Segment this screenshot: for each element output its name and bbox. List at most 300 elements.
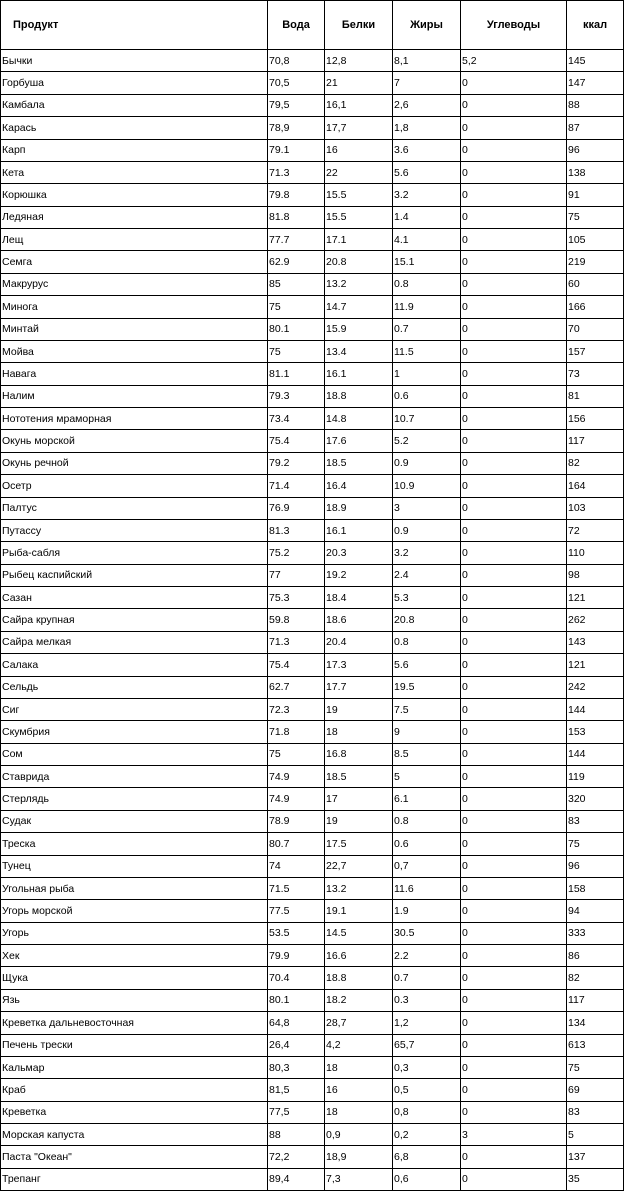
cell-product: Семга [1,251,268,273]
cell-protein: 16.1 [325,363,393,385]
cell-fat: 5.3 [393,587,461,609]
cell-fat: 6,8 [393,1146,461,1168]
cell-water: 53.5 [268,922,325,944]
cell-protein: 17.1 [325,229,393,251]
cell-product: Сом [1,743,268,765]
cell-product: Рыба-сабля [1,542,268,564]
cell-carbs: 0 [461,206,567,228]
cell-product: Минога [1,296,268,318]
cell-water: 80.7 [268,833,325,855]
cell-fat: 3.6 [393,139,461,161]
cell-fat: 4.1 [393,229,461,251]
cell-carbs: 0 [461,542,567,564]
cell-carbs: 0 [461,609,567,631]
cell-water: 77,5 [268,1101,325,1123]
table-row [1,94,624,116]
table-row [1,766,624,788]
cell-protein: 17.3 [325,654,393,676]
cell-protein: 20.3 [325,542,393,564]
cell-product: Сайра мелкая [1,631,268,653]
cell-protein: 18.6 [325,609,393,631]
cell-kcal: 137 [567,1146,624,1168]
cell-carbs: 0 [461,72,567,94]
cell-product: Минтай [1,318,268,340]
table-row [1,698,624,720]
cell-kcal: 333 [567,922,624,944]
cell-protein: 4,2 [325,1034,393,1056]
cell-water: 75 [268,340,325,362]
cell-carbs: 0 [461,161,567,183]
cell-carbs: 0 [461,922,567,944]
cell-product: Сайра крупная [1,609,268,631]
cell-carbs: 0 [461,788,567,810]
cell-water: 79.8 [268,184,325,206]
cell-protein: 14.8 [325,408,393,430]
table-row [1,1146,624,1168]
cell-fat: 7 [393,72,461,94]
cell-protein: 19 [325,810,393,832]
cell-fat: 0.6 [393,385,461,407]
cell-fat: 8.5 [393,743,461,765]
cell-water: 70.4 [268,967,325,989]
cell-carbs: 0 [461,363,567,385]
cell-product: Угольная рыба [1,877,268,899]
cell-water: 71.4 [268,475,325,497]
cell-fat: 0.8 [393,810,461,832]
cell-kcal: 158 [567,877,624,899]
cell-water: 81.1 [268,363,325,385]
cell-protein: 7,3 [325,1168,393,1190]
cell-protein: 21 [325,72,393,94]
cell-kcal: 117 [567,430,624,452]
cell-water: 77.7 [268,229,325,251]
cell-water: 74.9 [268,766,325,788]
cell-carbs: 0 [461,654,567,676]
cell-kcal: 98 [567,564,624,586]
cell-fat: 0,8 [393,1101,461,1123]
cell-fat: 11.9 [393,296,461,318]
cell-protein: 18 [325,1101,393,1123]
cell-product: Угорь [1,922,268,944]
table-row [1,1056,624,1078]
table-row [1,318,624,340]
table-row [1,1124,624,1146]
table-header-row [1,1,624,50]
table-row [1,363,624,385]
cell-water: 80,3 [268,1056,325,1078]
cell-fat: 15.1 [393,251,461,273]
cell-kcal: 83 [567,810,624,832]
cell-kcal: 153 [567,721,624,743]
table-row [1,631,624,653]
cell-kcal: 144 [567,743,624,765]
table-row [1,877,624,899]
cell-kcal: 144 [567,698,624,720]
cell-fat: 65,7 [393,1034,461,1056]
cell-water: 79,5 [268,94,325,116]
cell-kcal: 96 [567,855,624,877]
cell-kcal: 613 [567,1034,624,1056]
cell-protein: 20.8 [325,251,393,273]
cell-carbs: 0 [461,340,567,362]
cell-water: 74.9 [268,788,325,810]
cell-carbs: 0 [461,117,567,139]
cell-carbs: 0 [461,698,567,720]
cell-product: Сельдь [1,676,268,698]
cell-protein: 18 [325,721,393,743]
cell-protein: 20.4 [325,631,393,653]
cell-water: 71.5 [268,877,325,899]
header-kcal: ккал [567,1,624,50]
cell-water: 81.3 [268,519,325,541]
cell-water: 72.3 [268,698,325,720]
cell-carbs: 0 [461,1012,567,1034]
cell-kcal: 145 [567,50,624,72]
cell-kcal: 75 [567,1056,624,1078]
cell-carbs: 0 [461,1101,567,1123]
cell-carbs: 5,2 [461,50,567,72]
cell-carbs: 0 [461,408,567,430]
cell-product: Хек [1,945,268,967]
cell-water: 76.9 [268,497,325,519]
cell-water: 75.4 [268,430,325,452]
cell-kcal: 87 [567,117,624,139]
cell-fat: 5 [393,766,461,788]
cell-kcal: 164 [567,475,624,497]
table-row [1,452,624,474]
cell-kcal: 91 [567,184,624,206]
table-row [1,1012,624,1034]
table-row [1,251,624,273]
table-row [1,1101,624,1123]
cell-carbs: 0 [461,385,567,407]
cell-fat: 2.4 [393,564,461,586]
cell-protein: 16.8 [325,743,393,765]
cell-product: Язь [1,989,268,1011]
cell-kcal: 320 [567,788,624,810]
cell-carbs: 0 [461,676,567,698]
cell-protein: 17,7 [325,117,393,139]
cell-protein: 17.7 [325,676,393,698]
table-row [1,743,624,765]
cell-water: 79.3 [268,385,325,407]
cell-kcal: 117 [567,989,624,1011]
cell-carbs: 0 [461,855,567,877]
table-row [1,989,624,1011]
cell-protein: 18 [325,1056,393,1078]
cell-protein: 15.5 [325,206,393,228]
cell-carbs: 0 [461,251,567,273]
table-row [1,50,624,72]
cell-protein: 18.2 [325,989,393,1011]
cell-water: 78,9 [268,117,325,139]
cell-fat: 9 [393,721,461,743]
cell-water: 79.9 [268,945,325,967]
cell-protein: 18.5 [325,452,393,474]
cell-fat: 0.6 [393,833,461,855]
cell-kcal: 121 [567,587,624,609]
cell-water: 89,4 [268,1168,325,1190]
cell-fat: 8,1 [393,50,461,72]
cell-carbs: 0 [461,743,567,765]
table-row [1,609,624,631]
cell-kcal: 94 [567,900,624,922]
cell-fat: 3.2 [393,542,461,564]
cell-carbs: 0 [461,721,567,743]
cell-kcal: 103 [567,497,624,519]
cell-product: Окунь морской [1,430,268,452]
cell-fat: 11.5 [393,340,461,362]
cell-product: Мойва [1,340,268,362]
cell-product: Сиг [1,698,268,720]
cell-product: Кальмар [1,1056,268,1078]
cell-carbs: 0 [461,273,567,295]
cell-product: Нототения мраморная [1,408,268,430]
cell-carbs: 0 [461,497,567,519]
cell-kcal: 72 [567,519,624,541]
cell-carbs: 0 [461,810,567,832]
table-row [1,475,624,497]
cell-water: 70,8 [268,50,325,72]
table-row [1,1079,624,1101]
cell-protein: 13.2 [325,273,393,295]
cell-protein: 16.1 [325,519,393,541]
cell-water: 73.4 [268,408,325,430]
cell-fat: 1,8 [393,117,461,139]
cell-protein: 19.2 [325,564,393,586]
cell-carbs: 0 [461,631,567,653]
cell-protein: 15.9 [325,318,393,340]
cell-product: Ледяная [1,206,268,228]
cell-kcal: 121 [567,654,624,676]
cell-product: Скумбрия [1,721,268,743]
cell-carbs: 0 [461,318,567,340]
cell-kcal: 96 [567,139,624,161]
cell-fat: 0.8 [393,631,461,653]
cell-protein: 16 [325,139,393,161]
cell-kcal: 70 [567,318,624,340]
cell-carbs: 0 [461,564,567,586]
cell-carbs: 0 [461,766,567,788]
cell-kcal: 60 [567,273,624,295]
cell-carbs: 0 [461,1034,567,1056]
cell-product: Щука [1,967,268,989]
cell-water: 80.1 [268,318,325,340]
cell-product: Тунец [1,855,268,877]
table-row [1,72,624,94]
table-row [1,206,624,228]
cell-fat: 0,2 [393,1124,461,1146]
cell-kcal: 83 [567,1101,624,1123]
cell-kcal: 75 [567,833,624,855]
cell-product: Путассу [1,519,268,541]
cell-product: Печень трески [1,1034,268,1056]
cell-product: Салака [1,654,268,676]
cell-fat: 3.2 [393,184,461,206]
cell-carbs: 0 [461,452,567,474]
cell-product: Морская капуста [1,1124,268,1146]
cell-fat: 0,6 [393,1168,461,1190]
cell-fat: 19.5 [393,676,461,698]
cell-product: Окунь речной [1,452,268,474]
cell-protein: 17.5 [325,833,393,855]
header-carbs: Углеводы [461,1,567,50]
cell-kcal: 119 [567,766,624,788]
cell-water: 81,5 [268,1079,325,1101]
table-row [1,564,624,586]
cell-fat: 20.8 [393,609,461,631]
cell-kcal: 81 [567,385,624,407]
table-row [1,676,624,698]
cell-fat: 0.8 [393,273,461,295]
cell-product: Лещ [1,229,268,251]
cell-carbs: 0 [461,900,567,922]
cell-kcal: 75 [567,206,624,228]
cell-water: 64,8 [268,1012,325,1034]
cell-fat: 6.1 [393,788,461,810]
cell-water: 81.8 [268,206,325,228]
table-row [1,788,624,810]
cell-fat: 7.5 [393,698,461,720]
cell-kcal: 219 [567,251,624,273]
cell-protein: 28,7 [325,1012,393,1034]
cell-product: Камбала [1,94,268,116]
table-row [1,273,624,295]
cell-protein: 18.8 [325,385,393,407]
cell-protein: 22 [325,161,393,183]
table-row [1,922,624,944]
cell-protein: 16 [325,1079,393,1101]
cell-kcal: 134 [567,1012,624,1034]
cell-fat: 10.7 [393,408,461,430]
cell-protein: 16.6 [325,945,393,967]
cell-fat: 0,5 [393,1079,461,1101]
cell-protein: 13.2 [325,877,393,899]
table-row [1,1034,624,1056]
cell-product: Карась [1,117,268,139]
table-row [1,340,624,362]
cell-protein: 19.1 [325,900,393,922]
cell-water: 75.2 [268,542,325,564]
table-row [1,385,624,407]
cell-fat: 3 [393,497,461,519]
cell-carbs: 0 [461,1168,567,1190]
cell-carbs: 0 [461,967,567,989]
table-row [1,855,624,877]
cell-fat: 1,2 [393,1012,461,1034]
cell-product: Рыбец каспийский [1,564,268,586]
cell-water: 77 [268,564,325,586]
cell-water: 80.1 [268,989,325,1011]
cell-water: 71.8 [268,721,325,743]
cell-product: Судак [1,810,268,832]
table-row [1,945,624,967]
header-product: Продукт [1,1,268,50]
cell-fat: 1.4 [393,206,461,228]
cell-product: Креветка дальневосточная [1,1012,268,1034]
table-row [1,587,624,609]
cell-protein: 13.4 [325,340,393,362]
cell-product: Осетр [1,475,268,497]
cell-product: Ставрида [1,766,268,788]
table-row [1,654,624,676]
cell-fat: 0,3 [393,1056,461,1078]
cell-kcal: 5 [567,1124,624,1146]
cell-carbs: 0 [461,945,567,967]
cell-carbs: 0 [461,989,567,1011]
cell-protein: 18.9 [325,497,393,519]
cell-fat: 0.9 [393,519,461,541]
cell-protein: 18.8 [325,967,393,989]
table-row [1,721,624,743]
cell-kcal: 35 [567,1168,624,1190]
cell-kcal: 82 [567,452,624,474]
cell-protein: 12,8 [325,50,393,72]
cell-kcal: 143 [567,631,624,653]
cell-kcal: 82 [567,967,624,989]
cell-water: 78.9 [268,810,325,832]
cell-protein: 16.4 [325,475,393,497]
cell-product: Навага [1,363,268,385]
cell-kcal: 105 [567,229,624,251]
cell-product: Карп [1,139,268,161]
cell-kcal: 157 [567,340,624,362]
cell-fat: 10.9 [393,475,461,497]
cell-fat: 5.6 [393,654,461,676]
cell-fat: 2,6 [393,94,461,116]
cell-protein: 18.5 [325,766,393,788]
cell-product: Кета [1,161,268,183]
cell-carbs: 0 [461,519,567,541]
cell-product: Бычки [1,50,268,72]
cell-kcal: 69 [567,1079,624,1101]
cell-protein: 17 [325,788,393,810]
cell-fat: 0.9 [393,452,461,474]
table-row [1,833,624,855]
table-row [1,430,624,452]
cell-carbs: 0 [461,184,567,206]
cell-water: 75 [268,296,325,318]
cell-carbs: 0 [461,475,567,497]
cell-water: 79.1 [268,139,325,161]
table-row [1,139,624,161]
cell-fat: 5.2 [393,430,461,452]
cell-protein: 19 [325,698,393,720]
cell-kcal: 86 [567,945,624,967]
cell-water: 74 [268,855,325,877]
cell-product: Макрурус [1,273,268,295]
table-row [1,497,624,519]
cell-kcal: 73 [567,363,624,385]
cell-product: Горбуша [1,72,268,94]
cell-kcal: 138 [567,161,624,183]
cell-carbs: 0 [461,1056,567,1078]
cell-kcal: 156 [567,408,624,430]
cell-product: Креветка [1,1101,268,1123]
cell-product: Угорь морской [1,900,268,922]
cell-product: Налим [1,385,268,407]
table-row [1,184,624,206]
cell-kcal: 88 [567,94,624,116]
cell-carbs: 0 [461,430,567,452]
cell-protein: 14.5 [325,922,393,944]
table-row [1,229,624,251]
cell-protein: 18.4 [325,587,393,609]
table-row [1,408,624,430]
cell-kcal: 166 [567,296,624,318]
table-row [1,117,624,139]
cell-product: Краб [1,1079,268,1101]
